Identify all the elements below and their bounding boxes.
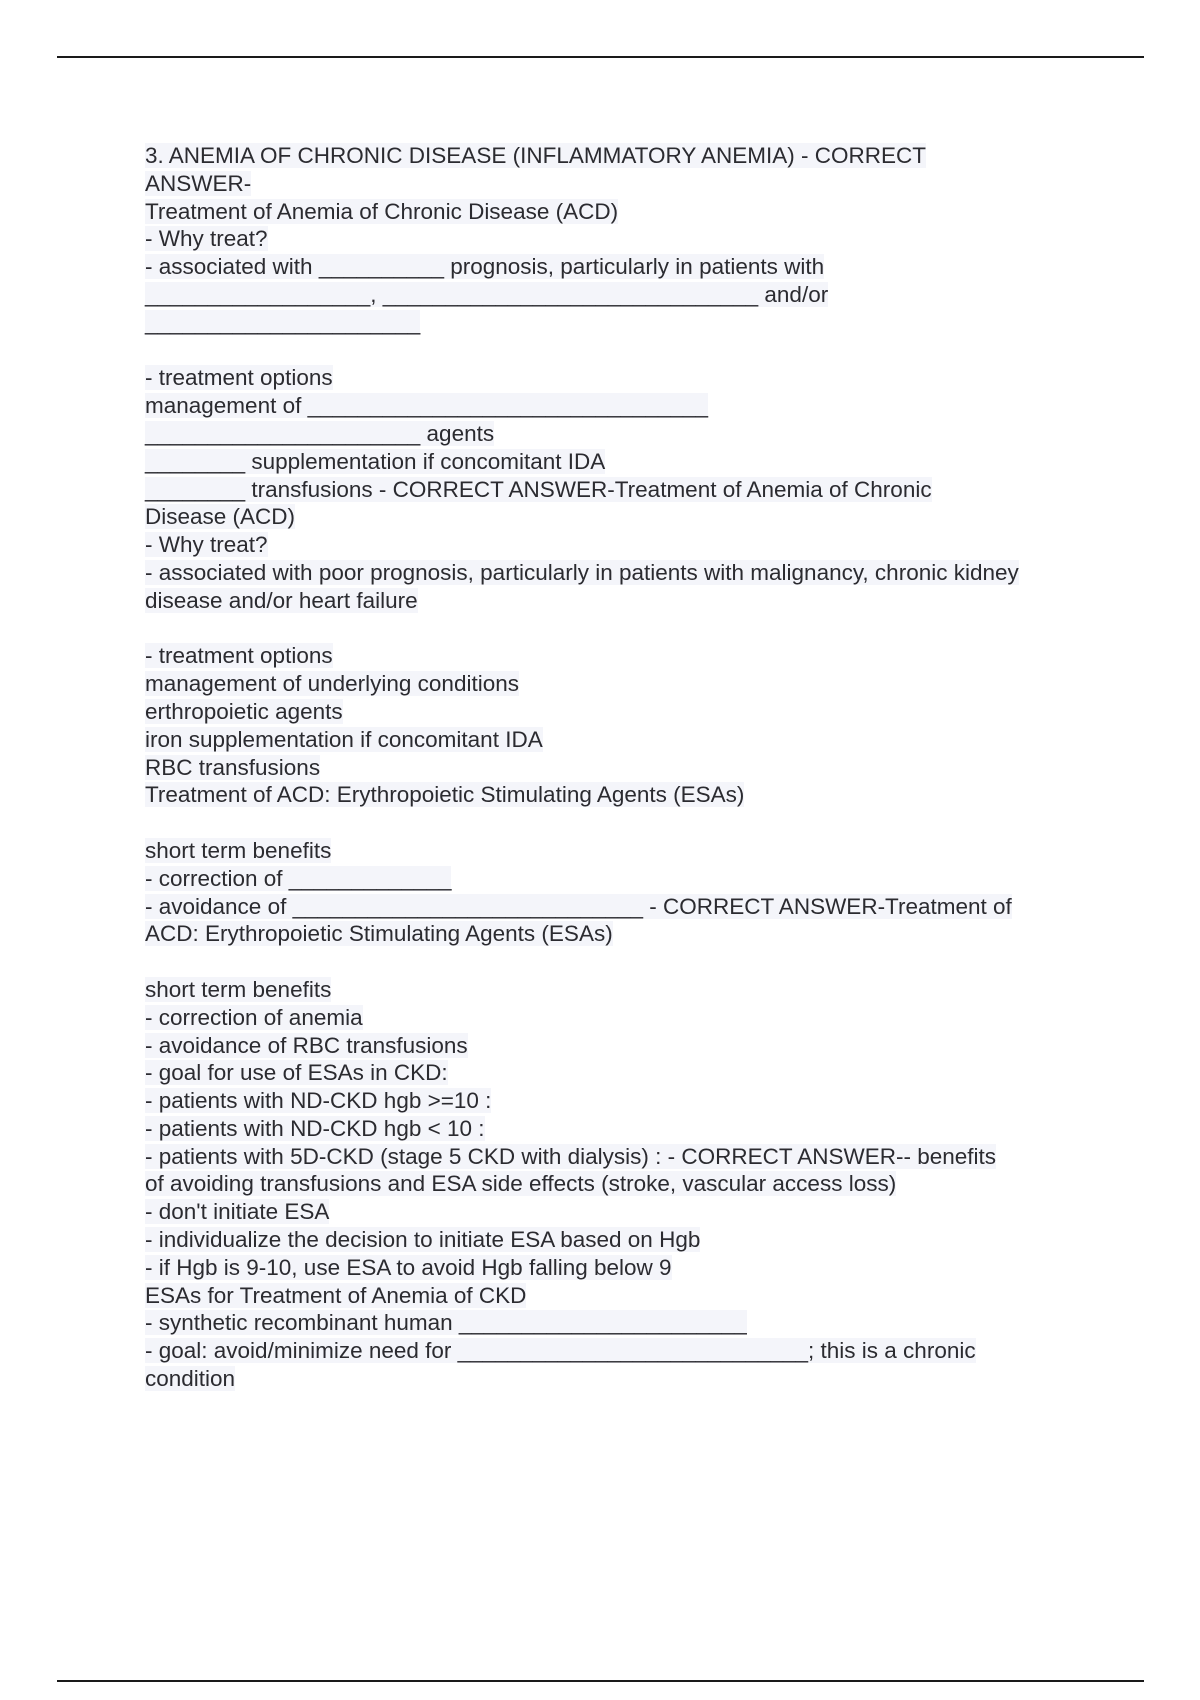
text-line	[145, 559, 1100, 587]
text-line	[145, 225, 1100, 253]
text-line-content: - patients with ND-CKD hgb < 10 :	[145, 1115, 485, 1141]
text-line	[145, 253, 1100, 281]
text-line	[145, 1309, 1100, 1337]
text-line	[145, 309, 1100, 337]
text-line-content: ESAs for Treatment of Anemia of CKD	[145, 1282, 527, 1308]
text-line	[145, 1337, 1100, 1365]
text-line	[145, 781, 1100, 809]
text-line-content: - don't initiate ESA	[145, 1199, 330, 1225]
text-line-content: - goal for use of ESAs in CKD:	[145, 1060, 448, 1086]
text-line-content: condition	[145, 1366, 236, 1392]
text-line-content: - avoidance of ____________________________ - CORRECT ANSWER-Treatment of	[145, 893, 1012, 919]
text-line-content: - associated with poor prognosis, particularly in patients with malignancy, chronic kidney	[145, 559, 1019, 585]
text-line-content: ______________________ agents	[145, 420, 495, 446]
text-line-content: - Why treat?	[145, 532, 268, 558]
text-line	[145, 1254, 1100, 1282]
text-line	[145, 448, 1100, 476]
text-line-content: Treatment of Anemia of Chronic Disease (ACD)	[145, 198, 619, 224]
text-line	[145, 1059, 1100, 1087]
text-line	[145, 1170, 1100, 1198]
text-line-content: - if Hgb is 9-10, use ESA to avoid Hgb falling below 9	[145, 1254, 672, 1280]
text-line	[145, 281, 1100, 309]
text-line	[145, 865, 1100, 893]
text-line-content: __________________, ______________________________ and/or	[145, 281, 829, 307]
text-line	[145, 893, 1100, 921]
text-line-content: ________ supplementation if concomitant IDA	[145, 448, 606, 474]
text-line	[145, 531, 1100, 559]
text-line-content: short term benefits	[145, 976, 332, 1002]
text-line-content: 3. ANEMIA OF CHRONIC DISEASE (INFLAMMATORY ANEMIA) - CORRECT	[145, 143, 926, 168]
text-line	[145, 1115, 1100, 1143]
text-line	[145, 587, 1100, 615]
text-line-content: - individualize the decision to initiate ESA based on Hgb	[145, 1227, 701, 1253]
text-line-content: - treatment options	[145, 643, 333, 669]
text-line	[145, 364, 1100, 392]
blank-line	[145, 809, 1100, 837]
text-line	[145, 1226, 1100, 1254]
text-line-content: RBC transfusions	[145, 754, 321, 780]
text-line	[145, 698, 1100, 726]
text-line-content: - avoidance of RBC transfusions	[145, 1032, 468, 1058]
text-line	[145, 726, 1100, 754]
text-line-content: - patients with 5D-CKD (stage 5 CKD with dialysis) : - CORRECT ANSWER-- benefits	[145, 1143, 997, 1169]
text-line-content: ______________________	[145, 309, 421, 335]
text-line-content: Treatment of ACD: Erythropoietic Stimulating Agents (ESAs)	[145, 782, 745, 808]
document-body	[145, 142, 1100, 1393]
text-line	[145, 642, 1100, 670]
text-line	[145, 170, 1100, 198]
text-line-content: Disease (ACD)	[145, 504, 296, 530]
text-line	[145, 1365, 1100, 1393]
text-line-content: - treatment options	[145, 365, 333, 391]
blank-line	[145, 948, 1100, 976]
text-line-content: ________ transfusions - CORRECT ANSWER-Treatment of Anemia of Chronic	[145, 476, 932, 502]
text-line	[145, 1198, 1100, 1226]
text-line	[145, 142, 1100, 170]
text-line-content: short term benefits	[145, 837, 332, 863]
bottom-rule	[57, 1680, 1144, 1682]
text-line	[145, 1004, 1100, 1032]
text-line-content: ACD: Erythropoietic Stimulating Agents (ESAs)	[145, 921, 613, 947]
text-line-content: ANSWER-	[145, 170, 252, 196]
text-line	[145, 1087, 1100, 1115]
text-line-content: - associated with __________ prognosis, particularly in patients with	[145, 254, 825, 280]
text-line	[145, 670, 1100, 698]
blank-line	[145, 337, 1100, 365]
text-line-content: - correction of _____________	[145, 865, 452, 891]
text-line	[145, 754, 1100, 782]
text-line	[145, 476, 1100, 504]
text-line-content: - goal: avoid/minimize need for ____________________________; this is a chronic	[145, 1338, 976, 1364]
text-line	[145, 198, 1100, 226]
text-line	[145, 1143, 1100, 1171]
top-rule	[57, 56, 1144, 58]
text-line-content: management of underlying conditions	[145, 671, 519, 697]
text-line-content: - patients with ND-CKD hgb >=10 :	[145, 1088, 492, 1114]
text-line	[145, 920, 1100, 948]
text-line-content: iron supplementation if concomitant IDA	[145, 726, 543, 752]
text-line-content: disease and/or heart failure	[145, 587, 418, 613]
text-line	[145, 503, 1100, 531]
text-line-content: erthropoietic agents	[145, 698, 343, 724]
text-line-content: - Why treat?	[145, 226, 268, 252]
blank-line	[145, 615, 1100, 643]
text-line	[145, 837, 1100, 865]
text-line-content: - synthetic recombinant human _______________________	[145, 1310, 747, 1336]
text-line	[145, 976, 1100, 1004]
text-line	[145, 392, 1100, 420]
text-line	[145, 420, 1100, 448]
text-line-content: of avoiding transfusions and ESA side effects (stroke, vascular access loss)	[145, 1171, 897, 1197]
text-line	[145, 1282, 1100, 1310]
text-line-content: - correction of anemia	[145, 1004, 363, 1030]
text-line	[145, 1032, 1100, 1060]
text-line-content: management of ________________________________	[145, 393, 709, 419]
